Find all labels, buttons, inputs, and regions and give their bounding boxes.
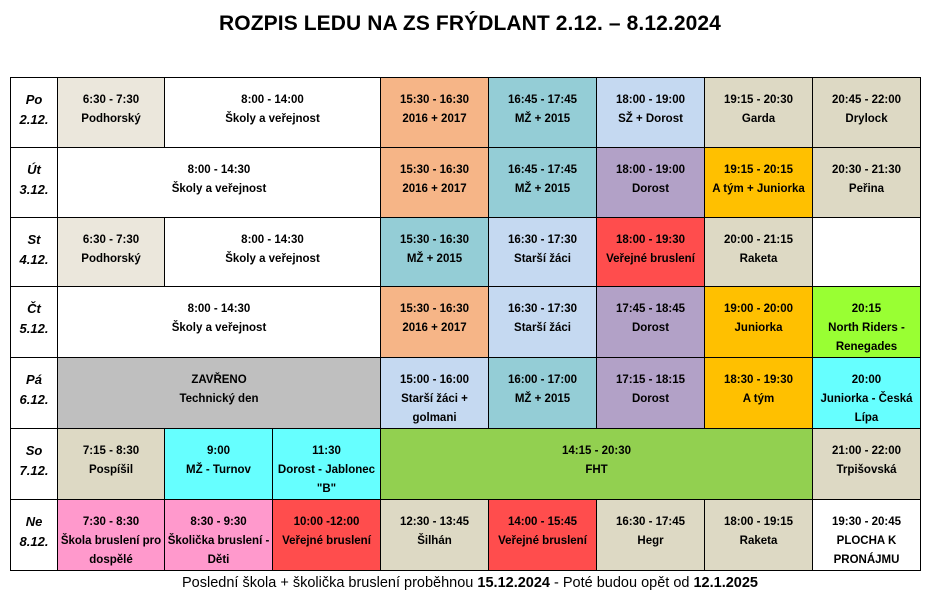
slot-time: 15:30 - 16:30 (399, 234, 470, 246)
slot-label: Technický den (179, 393, 259, 405)
day-date: 6.12. (19, 392, 49, 407)
slot-cell (381, 78, 489, 148)
slot-time: 18:00 - 19:00 (615, 164, 686, 176)
table-row (11, 358, 921, 429)
slot-cell (381, 429, 813, 500)
slot-cell (273, 500, 381, 571)
slot-time: 16:30 - 17:30 (507, 234, 578, 246)
day-cell-monday (11, 78, 58, 148)
slot-time: 6:30 - 7:30 (82, 234, 140, 246)
slot-label: Veřejné bruslení (606, 253, 695, 265)
day-name: Út (27, 162, 41, 177)
slot-time: 20:30 - 21:30 (831, 164, 902, 176)
table-row (11, 148, 921, 218)
slot-label: Veřejné bruslení (498, 535, 587, 547)
footer-text: Poslední škola + školička bruslení proběhnou (181, 575, 478, 591)
slot-label: Školička bruslení - (167, 535, 270, 547)
ice-schedule-table (10, 77, 921, 571)
slot-cell (597, 148, 705, 218)
slot-cell (597, 218, 705, 287)
slot-cell (58, 287, 381, 358)
slot-cell (165, 218, 381, 287)
slot-label: Školy a veřejnost (171, 322, 267, 334)
slot-cell (381, 218, 489, 287)
slot-label: Lípa (854, 412, 879, 424)
slot-cell (597, 287, 705, 358)
slot-label: Drylock (845, 113, 888, 125)
slot-time: 18:30 - 19:30 (723, 374, 794, 386)
slot-time: 16:30 - 17:30 (507, 303, 578, 315)
slot-time: 15:30 - 16:30 (399, 164, 470, 176)
slot-label: A tým + Juniorka (712, 183, 805, 195)
day-name: Pá (26, 372, 42, 387)
slot-label: Raketa (739, 535, 778, 547)
day-name: Po (25, 92, 43, 107)
slot-cell (58, 429, 165, 500)
slot-label: Škola bruslení pro (60, 535, 162, 547)
slot-time: 7:30 - 8:30 (82, 516, 140, 528)
table-row (11, 500, 921, 571)
footer-text: - Poté budou opět od (549, 575, 694, 591)
slot-time: 18:00 - 19:15 (723, 516, 794, 528)
slot-label: Podhorský (81, 253, 141, 265)
slot-cell (165, 429, 273, 500)
table-row (11, 429, 921, 500)
slot-cell (165, 78, 381, 148)
slot-time: 15:30 - 16:30 (399, 94, 470, 106)
slot-label: MŽ + 2015 (514, 113, 571, 125)
slot-time: 19:15 - 20:30 (723, 94, 794, 106)
slot-label: Dorost - Jablonec (277, 464, 376, 476)
table-row (11, 78, 921, 148)
slot-cell (813, 148, 921, 218)
slot-label: Trpišovská (836, 464, 897, 476)
slot-cell-closed (58, 358, 381, 429)
slot-cell (813, 358, 921, 429)
slot-time: 15:00 - 16:00 (399, 374, 470, 386)
slot-label: Šilhán (417, 535, 452, 547)
slot-label: A tým (742, 393, 775, 405)
empty-cell (813, 218, 921, 287)
table-row (11, 218, 921, 287)
day-cell-thursday (11, 287, 58, 358)
slot-label: Juniorka (734, 322, 783, 334)
slot-cell (58, 218, 165, 287)
slot-time: 17:45 - 18:45 (615, 303, 686, 315)
footer-date: 15.12.2024 (477, 575, 550, 591)
slot-cell (597, 358, 705, 429)
slot-label: Hegr (637, 535, 664, 547)
slot-label: Veřejné bruslení (282, 535, 371, 547)
page-title: ROZPIS LEDU NA ZS FRÝDLANT 2.12. – 8.12.2024 (219, 12, 721, 35)
slot-label: MŽ + 2015 (514, 393, 571, 405)
slot-label: dospělé (89, 554, 133, 566)
slot-time: 8:00 - 14:30 (187, 164, 251, 176)
slot-time: 19:15 - 20:15 (723, 164, 794, 176)
slot-time: 19:30 - 20:45 (831, 516, 902, 528)
day-date: 5.12. (19, 321, 49, 336)
slot-cell (489, 148, 597, 218)
slot-label: Garda (741, 113, 776, 125)
table-row (11, 287, 921, 358)
slot-label: Školy a veřejnost (225, 113, 320, 125)
slot-cell (705, 148, 813, 218)
slot-label: Starší žáci + (401, 393, 468, 405)
slot-label: Děti (207, 554, 230, 566)
slot-label: PLOCHA K (836, 535, 897, 547)
slot-label: Starší žáci (514, 322, 571, 334)
slot-cell (58, 500, 165, 571)
slot-label: SŽ + Dorost (618, 113, 683, 125)
slot-label: 2016 + 2017 (402, 113, 467, 125)
slot-time: 12:30 - 13:45 (399, 516, 470, 528)
slot-time: 10:00 -12:00 (293, 516, 360, 528)
slot-label: Dorost (631, 393, 670, 405)
slot-label: Pospíšil (88, 464, 134, 476)
slot-label: PRONÁJMU (833, 554, 900, 566)
day-name: So (25, 443, 43, 458)
slot-time: 7:15 - 8:30 (82, 445, 140, 457)
slot-cell (705, 78, 813, 148)
slot-label: MŽ - Turnov (186, 464, 251, 476)
slot-time: 6:30 - 7:30 (82, 94, 140, 106)
slot-cell (381, 148, 489, 218)
slot-time: 8:00 - 14:30 (241, 234, 304, 246)
day-date: 4.12. (19, 252, 49, 267)
day-cell-sunday (11, 500, 58, 571)
slot-cell (489, 287, 597, 358)
day-date: 2.12. (19, 112, 49, 127)
slot-cell (813, 287, 921, 358)
day-date: 8.12. (19, 534, 49, 549)
slot-time: 9:00 (206, 445, 231, 457)
slot-cell (597, 500, 705, 571)
slot-label: Raketa (739, 253, 778, 265)
slot-cell (705, 287, 813, 358)
slot-time: 19:00 - 20:00 (723, 303, 794, 315)
day-date: 3.12. (19, 182, 49, 197)
slot-cell (705, 500, 813, 571)
slot-label: Juniorka - Česká (820, 393, 913, 405)
slot-label: Dorost (631, 183, 670, 195)
slot-cell (58, 78, 165, 148)
slot-label: Školy a veřejnost (225, 253, 320, 265)
slot-label: 2016 + 2017 (402, 183, 467, 195)
slot-time: 16:45 - 17:45 (507, 164, 578, 176)
slot-cell (489, 78, 597, 148)
slot-time: 14:15 - 20:30 (561, 445, 632, 457)
slot-label: Starší žáci (514, 253, 571, 265)
slot-cell (381, 287, 489, 358)
slot-label: North Riders - (828, 322, 905, 334)
slot-time: 8:30 - 9:30 (190, 516, 247, 528)
day-cell-tuesday (11, 148, 58, 218)
slot-time: 14:00 - 15:45 (507, 516, 578, 528)
slot-cell (597, 78, 705, 148)
slot-label: Dorost (631, 322, 670, 334)
slot-label: MŽ + 2015 (406, 253, 463, 265)
footer-note (0, 575, 940, 591)
slot-cell (273, 429, 381, 500)
slot-time: 20:00 - 21:15 (723, 234, 794, 246)
slot-label: FHT (585, 464, 608, 476)
day-name: Ne (25, 514, 43, 529)
day-cell-saturday (11, 429, 58, 500)
slot-time: 15:30 - 16:30 (399, 303, 470, 315)
slot-time: 17:15 - 18:15 (615, 374, 686, 386)
day-cell-wednesday (11, 218, 58, 287)
slot-label: Podhorský (81, 113, 141, 125)
slot-cell (381, 358, 489, 429)
slot-time: 16:30 - 17:45 (615, 516, 686, 528)
slot-cell (705, 218, 813, 287)
slot-cell (489, 500, 597, 571)
slot-cell (813, 500, 921, 571)
slot-cell (705, 358, 813, 429)
slot-label: "B" (316, 483, 337, 495)
slot-time: 16:45 - 17:45 (507, 94, 578, 106)
day-date: 7.12. (19, 463, 49, 478)
slot-time: 18:00 - 19:30 (615, 234, 686, 246)
slot-time: 21:00 - 22:00 (831, 445, 902, 457)
footer-date: 12.1.2025 (693, 575, 758, 591)
slot-cell (381, 500, 489, 571)
slot-cell (58, 148, 381, 218)
slot-cell (165, 500, 273, 571)
slot-time: ZAVŘENO (191, 374, 247, 386)
slot-time: 20:15 (851, 303, 882, 315)
slot-label: 2016 + 2017 (402, 322, 467, 334)
slot-label: MŽ + 2015 (514, 183, 571, 195)
slot-label: Školy a veřejnost (171, 183, 267, 195)
slot-time: 8:00 - 14:30 (187, 303, 251, 315)
day-cell-friday (11, 358, 58, 429)
slot-label: Peřina (848, 183, 885, 195)
slot-time: 8:00 - 14:00 (241, 94, 304, 106)
day-name: Čt (27, 301, 41, 316)
day-name: St (27, 232, 41, 247)
slot-time: 11:30 (312, 445, 341, 457)
slot-cell (813, 78, 921, 148)
slot-time: 20:00 (851, 374, 882, 386)
slot-label: golmani (412, 412, 457, 424)
slot-time: 16:00 - 17:00 (507, 374, 578, 386)
slot-cell (489, 358, 597, 429)
slot-time: 18:00 - 19:00 (615, 94, 686, 106)
slot-time: 20:45 - 22:00 (831, 94, 902, 106)
slot-label: Renegades (835, 341, 898, 353)
slot-cell (813, 429, 921, 500)
slot-cell (489, 218, 597, 287)
